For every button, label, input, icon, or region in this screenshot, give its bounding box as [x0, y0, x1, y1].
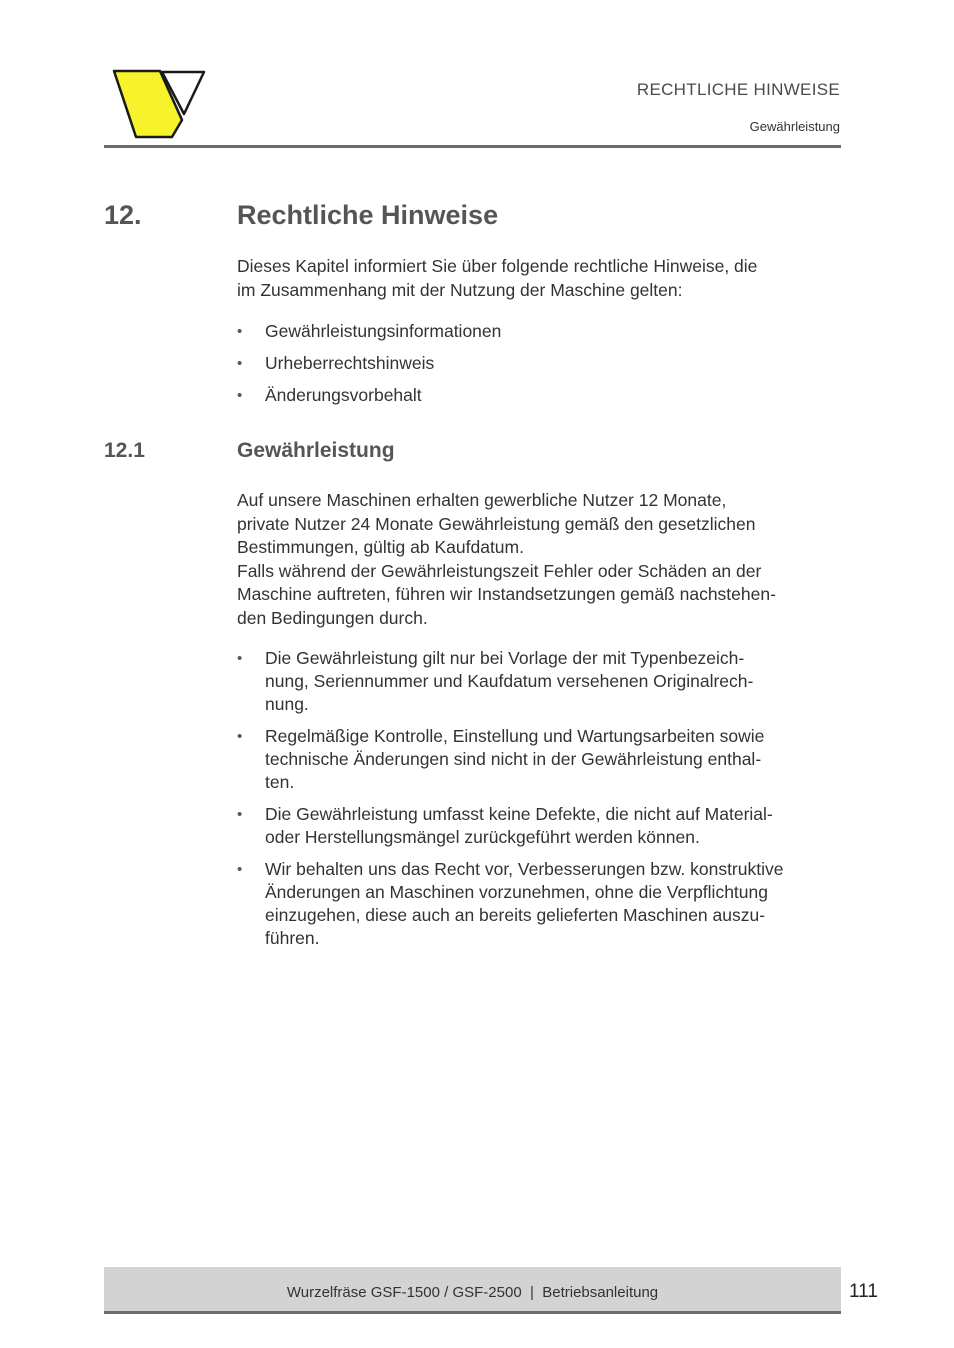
list-item: • Die Gewährleistung gilt nur bei Vorlage der mit Typenbezeich- nung, Seriennummer und Kaufdatum versehenen Originalrech- nung. [237, 648, 754, 714]
bullet-icon: • [237, 323, 243, 340]
chapter-number: 12. [104, 200, 142, 230]
body-line: den Bedingungen durch. [237, 607, 428, 628]
chapter-intro [237, 255, 842, 302]
bullet-icon: • [237, 355, 243, 372]
header-divider [104, 145, 841, 148]
footer-document-title: Wurzelfräse GSF-1500 / GSF-2500 | Betriebsanleitung [286, 1284, 659, 1301]
chapter-topic-list [237, 320, 842, 416]
bullet-icon: • [237, 650, 243, 667]
intro-line: im Zusammenhang mit der Nutzung der Maschine gelten: [237, 279, 683, 300]
list-item: • Regelmäßige Kontrolle, Einstellung und Wartungsarbeiten sowie technische Änderungen sind nicht in der Gewährleistung enthal- ten. [237, 726, 765, 792]
list-item: • Gewährleistungsinformationen [237, 321, 502, 341]
company-logo [106, 64, 210, 142]
header-subsection-title: Gewährleistung [749, 119, 840, 134]
body-line: Falls während der Gewährleistungszeit Fehler oder Schäden an der [237, 560, 762, 581]
list-item: • Die Gewährleistung umfasst keine Defekte, die nicht auf Material- oder Herstellungsmängel zurückgeführt werden können. [237, 804, 773, 847]
bullet-icon: • [237, 387, 243, 404]
chapter-title: Rechtliche Hinweise [237, 200, 499, 230]
body-line: Maschine auftreten, führen wir Instandsetzungen gemäß nachstehen- [237, 584, 776, 604]
section-number: 12.1 [104, 439, 145, 462]
page-number: 111 [849, 1281, 878, 1302]
body-line: private Nutzer 24 Monate Gewährleistung gemäß den gesetzlichen [237, 513, 756, 534]
header-section-title: RECHTLICHE HINWEISE [636, 80, 840, 99]
list-item: • Wir behalten uns das Recht vor, Verbesserungen bzw. konstruktive Änderungen an Maschinen vorzunehmen, ohne die Verpflichtung einzugehen, diese auch an bereits gelieferten Maschinen auszu- führen. [237, 859, 784, 948]
footer-divider [104, 1311, 841, 1314]
section-title: Gewährleistung [237, 439, 395, 462]
body-line: Bestimmungen, gültig ab Kaufdatum. [237, 537, 524, 557]
list-item: • Urheberrechtshinweis [237, 353, 435, 373]
bullet-icon: • [237, 861, 243, 878]
body-line: Auf unsere Maschinen erhalten gewerbliche Nutzer 12 Monate, [237, 490, 727, 510]
bullet-icon: • [237, 728, 243, 745]
bullet-icon: • [237, 806, 243, 823]
warranty-conditions-list [237, 647, 842, 959]
section-body [237, 489, 842, 630]
intro-line: Dieses Kapitel informiert Sie über folgende rechtliche Hinweise, die [237, 256, 758, 276]
list-item: • Änderungsvorbehalt [237, 385, 422, 405]
